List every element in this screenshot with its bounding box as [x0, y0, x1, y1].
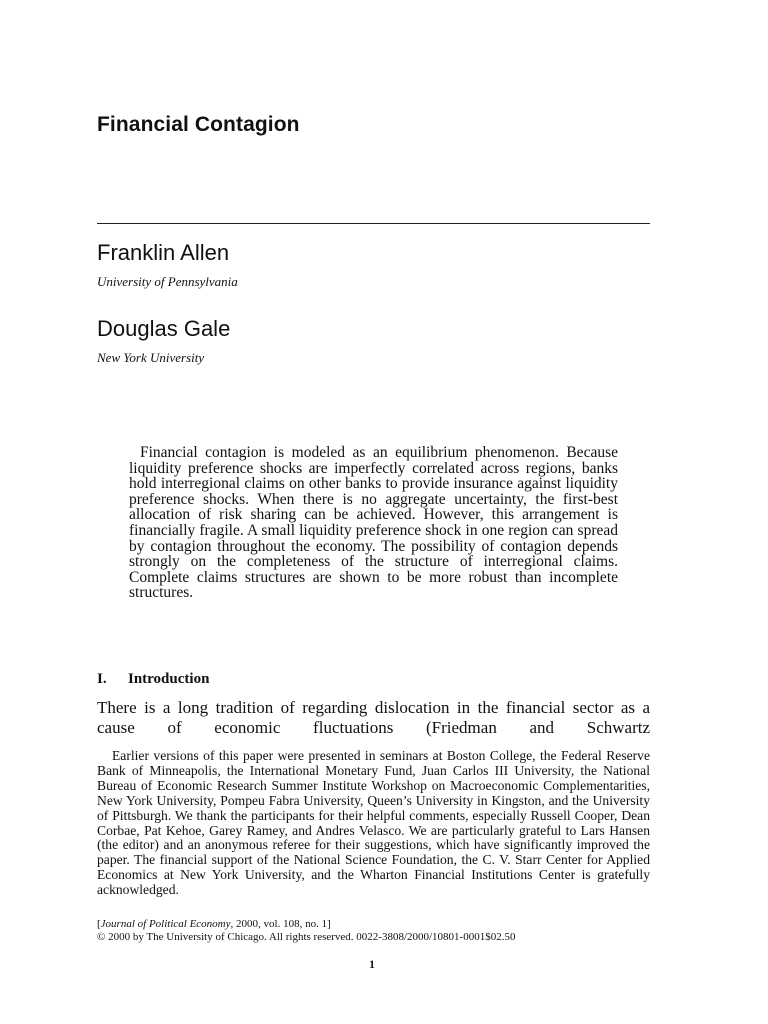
footnote-text: Earlier versions of this paper were presented in seminars at Boston College, the Federal Reserve Bank of Minneapolis, the International Monetary Fund, Juan Carlos III University, the National Bureau of Economic Research Summer Institute Workshop on Macroeconomic Complementarities, New York University, Pompeu Fabra University, Queen’s University in Kingston, and the University of Pittsburgh. We thank the participants for their helpful comments, especially Russell Cooper, Dean Corbae, Pat Kehoe, Garey Ramey, and Andres Velasco. We are particularly grateful to Lars Hansen (the editor) and an anonymous referee for their suggestions, which have significantly improved the paper. The financial support of the National Science Foundation, the C. V. Starr Center for Applied Economics at New York University, and the Wharton Financial Institutions Center is gratefully acknowledged. — [97, 748, 650, 898]
acknowledgment-footnote — [97, 749, 650, 898]
section-number: I. — [97, 671, 107, 687]
journal-line — [97, 918, 650, 931]
journal-name: Journal of Political Economy — [100, 918, 231, 930]
journal-details: , 2000, vol. 108, no. 1] — [230, 918, 331, 930]
author-name-2: Douglas Gale — [97, 316, 231, 341]
author-affiliation-1: University of Pennsylvania — [97, 274, 238, 289]
abstract — [129, 445, 618, 601]
body-text — [97, 698, 650, 738]
title-rule — [97, 223, 650, 224]
page-number: 1 — [369, 959, 375, 971]
journal-open-bracket: [ — [97, 918, 101, 930]
journal-citation — [97, 918, 650, 943]
abstract-text: Financial contagion is modeled as an equilibrium phenomenon. Because liquidity preference shocks are imperfectly correlated across regions, banks hold interregional claims on other banks to provide insurance against liquidity preference shocks. When there is no aggregate uncertainty, the first-best allocation of risk sharing can be achieved. However, this arrangement is financially fragile. A small liquidity preference shock in one region can spread by contagion throughout the economy. The possibility of contagion depends strongly on the completeness of the structure of interregional claims. Complete claims structures are shown to be more robust than incomplete structures. — [129, 444, 618, 602]
author-affiliation-2: New York University — [97, 350, 205, 365]
author-name-1: Franklin Allen — [97, 240, 230, 265]
section-heading — [97, 671, 209, 688]
copyright-line: © 2000 by The University of Chicago. All rights reserved. 0022-3808/2000/10801-0001$02.50 — [97, 930, 516, 943]
body-paragraph: There is a long tradition of regarding dislocation in the financial sector as a cause of economic fluctuations (Friedman and Schwartz — [97, 698, 650, 737]
paper-title: Financial Contagion — [97, 113, 300, 136]
section-title: Introduction — [128, 671, 210, 687]
